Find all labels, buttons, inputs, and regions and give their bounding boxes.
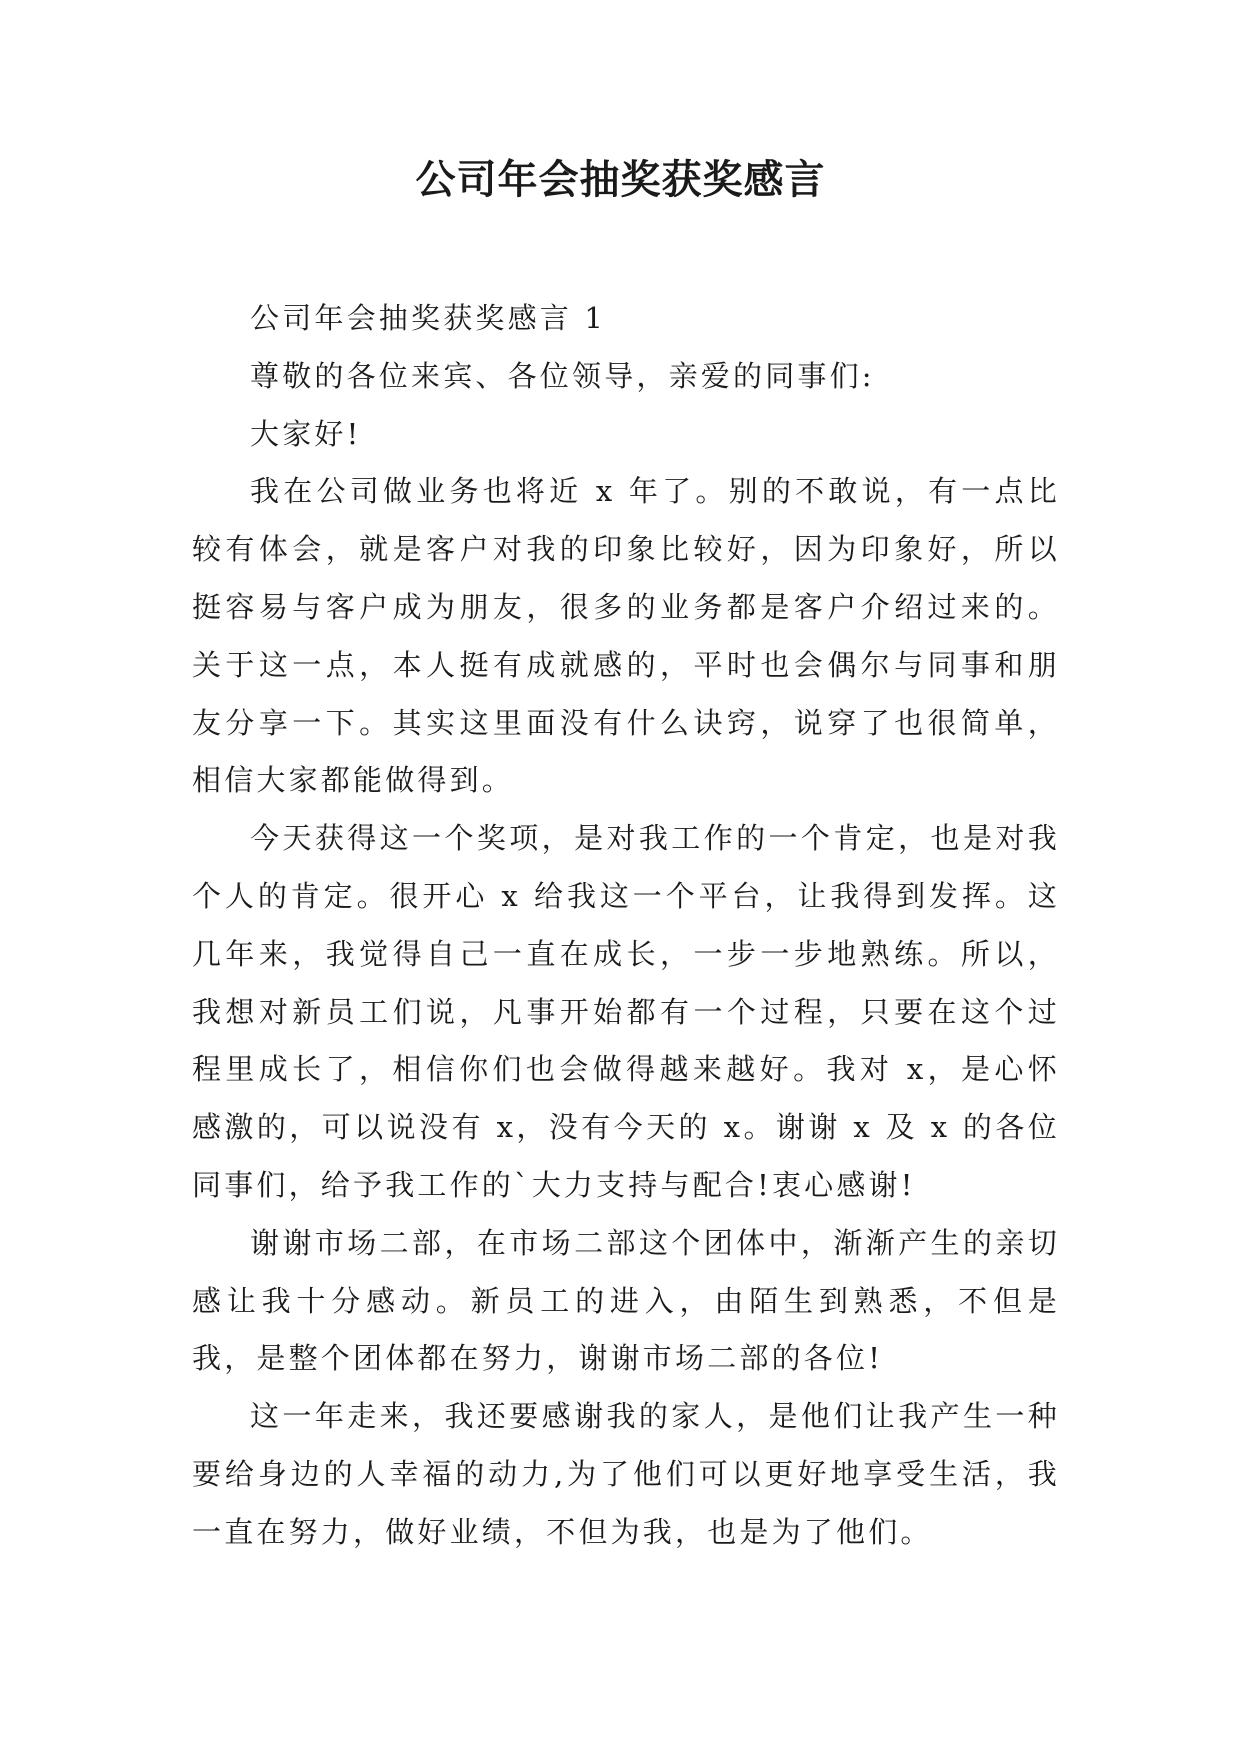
- body-paragraph-1: 我在公司做业务也将近 x 年了。别的不敢说，有一点比较有体会，就是客户对我的印象比较好，因为印象好，所以挺容易与客户成为朋友，很多的业务都是客户介绍过来的。关于这一点，本人挺有成就感的，平时也会偶尔与同事和朋友分享一下。其实这里面没有什么诀窍，说穿了也很简单，相信大家都能做得到。: [192, 474, 1060, 798]
- document-body: [192, 290, 1060, 1562]
- section-heading: 公司年会抽奖获奖感言 1: [250, 301, 607, 335]
- document-title: 公司年会抽奖获奖感言: [415, 157, 826, 203]
- body-paragraph-2: 今天获得这一个奖项，是对我工作的一个肯定，也是对我个人的肯定。很开心 x 给我这一个平台，让我得到发挥。这几年来，我觉得自己一直在成长，一步一步地熟练。所以，我想对新员工们说，凡事开始都有一个过程，只要在这个过程里成长了，相信你们也会做得越来越好。我对 x，是心怀感激的，可以说没有 x，没有今天的 x。谢谢 x 及 x 的各位同事们，给予我工作的`大力支持与配合!衷心感谢!: [192, 821, 1060, 1202]
- body-paragraph-4: 这一年走来，我还要感谢我的家人，是他们让我产生一种要给身边的人幸福的动力,为了他们可以更好地享受生活，我一直在努力，做好业绩，不但为我，也是为了他们。: [192, 1399, 1060, 1549]
- salutation-paragraph: 尊敬的各位来宾、各位领导，亲爱的同事们:: [250, 358, 875, 393]
- greeting-paragraph: 大家好!: [250, 416, 362, 451]
- body-paragraph-3: 谢谢市场二部，在市场二部这个团体中，渐渐产生的亲切感让我十分感动。新员工的进入，由陌生到熟悉，不但是我，是整个团体都在努力，谢谢市场二部的各位!: [192, 1225, 1060, 1376]
